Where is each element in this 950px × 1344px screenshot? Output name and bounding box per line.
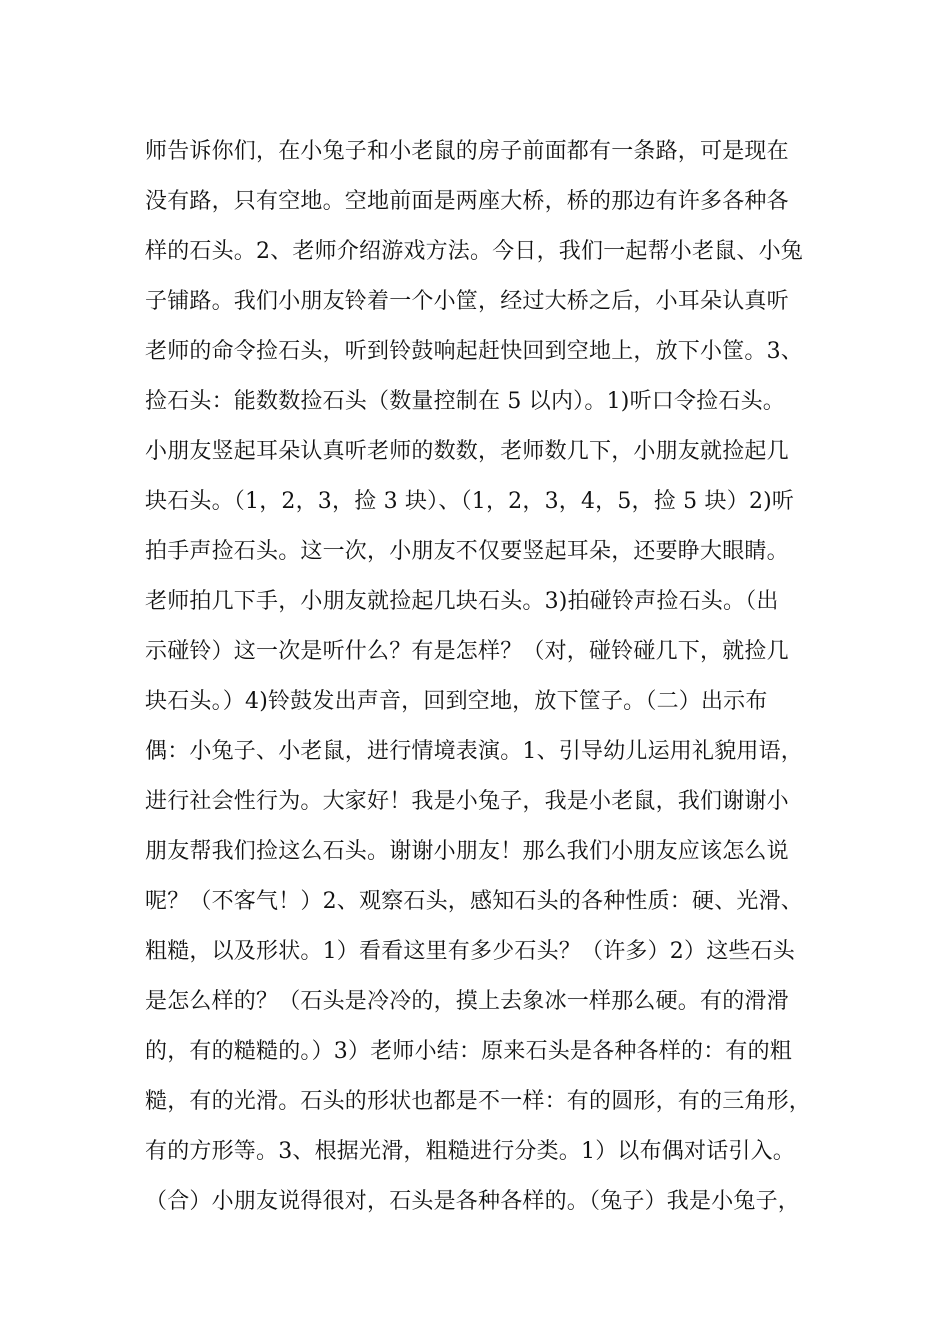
text-line: 老师拍几下手，小朋友就捡起几块石头。3)拍碰铃声捡石头。（出 — [145, 589, 779, 614]
text-line: 块石头。）4)铃鼓发出声音，回到空地，放下筐子。（二）出示布 — [145, 689, 768, 714]
text-line: 样的石头。2、老师介绍游戏方法。今日，我们一起帮小老鼠、小兔 — [145, 239, 803, 264]
text-line: 没有路，只有空地。空地前面是两座大桥，桥的那边有许多各种各 — [145, 189, 789, 214]
text-line: 小朋友竖起耳朵认真听老师的数数，老师数几下，小朋友就捡起几 — [145, 439, 789, 464]
text-line: 子铺路。我们小朋友铃着一个小筐，经过大桥之后，小耳朵认真听 — [145, 289, 789, 314]
text-line: （合）小朋友说得很对，石头是各种各样的。（兔子）我是小兔子， — [145, 1189, 801, 1214]
text-line: 老师的命令捡石头，听到铃鼓响起赶快回到空地上，放下小筐。3、 — [145, 339, 803, 364]
text-line: 有的方形等。3、根据光滑，粗糙进行分类。1）以布偶对话引入。 — [145, 1139, 795, 1164]
text-line: 粗糙，以及形状。1）看看这里有多少石头？（许多）2）这些石头 — [145, 939, 795, 964]
text-line: 拍手声捡石头。这一次，小朋友不仅要竖起耳朵，还要睁大眼睛。 — [145, 539, 789, 564]
text-line: 偶：小兔子、小老鼠，进行情境表演。1、引导幼儿运用礼貌用语， — [145, 739, 803, 764]
text-line: 糙，有的光滑。石头的形状也都是不一样：有的圆形，有的三角形， — [145, 1089, 812, 1114]
text-line: 块石头。（1，2，3，捡 3 块）、（1，2，3，4，5，捡 5 块）2)听 — [145, 489, 795, 514]
text-line: 示碰铃）这一次是听什么？有是怎样？（对，碰铃碰几下，就捡几 — [145, 639, 789, 664]
text-line: 进行社会性行为。大家好！我是小兔子，我是小老鼠，我们谢谢小 — [145, 789, 789, 814]
text-line: 呢？（不客气！）2、观察石头，感知石头的各种性质：硬、光滑、 — [145, 889, 803, 914]
text-line: 是怎么样的？（石头是冷冷的，摸上去象冰一样那么硬。有的滑滑 — [145, 989, 789, 1014]
text-line: 的，有的糙糙的。）3）老师小结：原来石头是各种各样的：有的粗 — [145, 1039, 792, 1064]
text-line: 师告诉你们，在小兔子和小老鼠的房子前面都有一条路，可是现在 — [145, 139, 789, 164]
text-line: 朋友帮我们捡这么石头。谢谢小朋友！那么我们小朋友应该怎么说 — [145, 839, 789, 864]
text-line: 捡石头：能数数捡石头（数量控制在 5 以内）。1)听口令捡石头。 — [145, 389, 785, 414]
